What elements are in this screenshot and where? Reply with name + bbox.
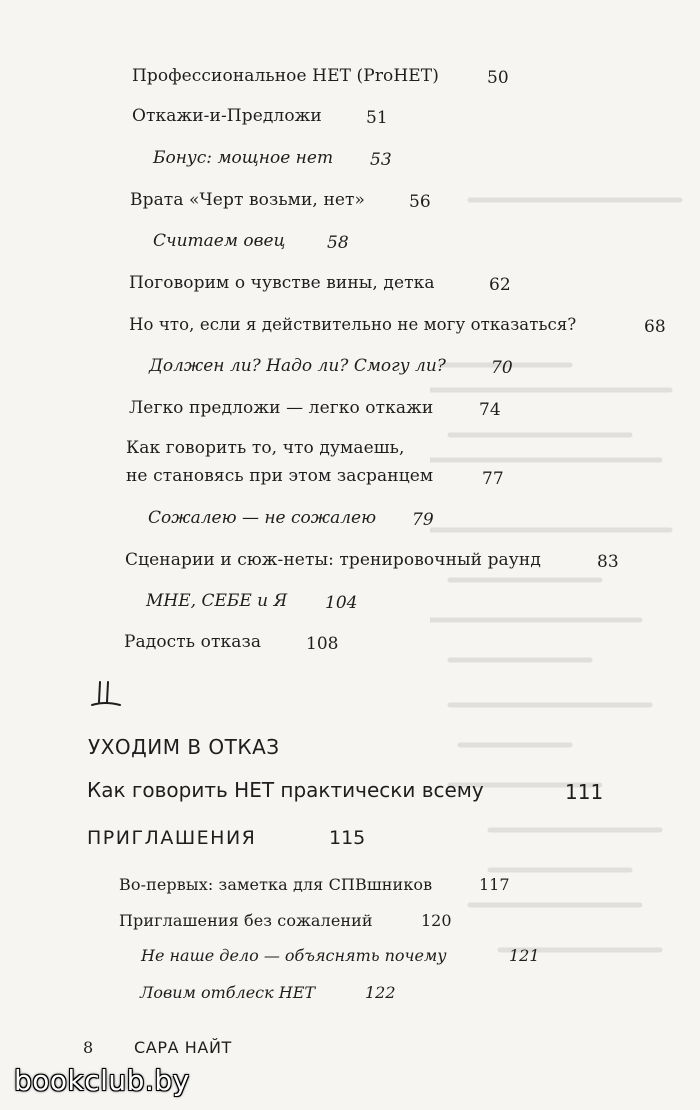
toc-entry-title: Радость отказа — [124, 632, 262, 652]
toc-entry-title: Профессиональное НЕТ (ProНЕТ) — [132, 66, 439, 86]
section-entry — [119, 911, 373, 930]
section-subentry — [141, 946, 447, 965]
section-entry-page: 122 — [365, 983, 396, 1002]
section-entry — [119, 875, 432, 894]
toc-entry-title: Сценарии и сюж-неты: тренировочный раунд — [125, 550, 541, 570]
section-entry-page: 120 — [421, 911, 452, 930]
part-title: УХОДИМ В ОТКАЗ — [88, 735, 280, 759]
toc-subentry — [148, 508, 376, 528]
toc-entry-page: 50 — [487, 68, 509, 88]
toc-subentry-title: Сожалею — не сожалею — [148, 508, 377, 528]
section-page: 115 — [329, 827, 366, 849]
section-title: ПРИГЛАШЕНИЯ — [87, 827, 257, 849]
toc-subentry-title: Бонус: мощное нет — [153, 148, 334, 168]
toc-entry-title-line2: не становясь при этом засранцем — [126, 466, 434, 486]
section-entry-page: 117 — [479, 875, 510, 894]
part-two-numeral-icon — [90, 680, 124, 710]
toc-entry — [130, 190, 365, 210]
toc-entry-page: 79 — [412, 510, 434, 530]
toc-entry-title: Легко предложи — легко откажи — [129, 398, 434, 418]
toc-entry-title: Откажи-и-Предложи — [132, 106, 322, 126]
toc-entry — [125, 550, 541, 570]
toc-entry — [132, 106, 322, 126]
toc-entry-title: Но что, если я действительно не могу отказаться? — [129, 315, 577, 334]
toc-entry-page: 83 — [597, 552, 619, 572]
section-entry-page: 121 — [509, 946, 540, 965]
toc-entry-page: 58 — [327, 233, 349, 253]
bleed-through-texture — [430, 160, 700, 1030]
toc-subentry — [146, 591, 287, 611]
toc-entry-page: 51 — [366, 108, 388, 128]
toc-entry-page: 68 — [644, 317, 666, 337]
section-subentry — [140, 983, 315, 1002]
page-number: 8 — [83, 1038, 94, 1057]
toc-entry — [124, 632, 261, 652]
toc-entry-title: Поговорим о чувстве вины, детка — [129, 273, 435, 293]
toc-entry — [126, 438, 405, 458]
watermark-logo: bookclub.by — [14, 1064, 190, 1097]
toc-entry-page: 108 — [306, 634, 339, 654]
toc-entry-page: 53 — [370, 150, 392, 170]
toc-entry-title-line1: Как говорить то, что думаешь, — [126, 438, 405, 458]
toc-entry-page: 56 — [409, 192, 431, 212]
toc-entry-page: 62 — [489, 275, 511, 295]
section-subentry-title: Не наше дело — объяснять почему — [141, 946, 447, 965]
toc-entry — [126, 466, 433, 486]
toc-entry-page: 70 — [491, 358, 513, 378]
part-subtitle: Как говорить НЕТ практически всему — [87, 778, 484, 802]
section-entry-title: Во-первых: заметка для СПВшников — [119, 875, 433, 894]
toc-subentry — [153, 231, 285, 251]
toc-entry-page: 104 — [325, 593, 358, 613]
toc-subentry-title: Считаем овец — [153, 231, 286, 251]
toc-entry-title: Врата «Черт возьми, нет» — [130, 190, 366, 210]
part-subtitle-page: 111 — [565, 780, 604, 804]
toc-subentry — [149, 356, 446, 376]
toc-subentry-title: Должен ли? Надо ли? Смогу ли? — [149, 356, 446, 376]
toc-entry — [129, 315, 576, 334]
running-footer-author: САРА НАЙТ — [134, 1038, 232, 1057]
section-entry-title: Приглашения без сожалений — [119, 911, 373, 930]
toc-entry — [129, 398, 433, 418]
section-subentry-title: Ловим отблеск НЕТ — [140, 983, 316, 1002]
toc-entry-page: 74 — [479, 400, 501, 420]
toc-entry — [129, 273, 435, 293]
toc-entry-page: 77 — [482, 469, 504, 489]
toc-subentry — [153, 148, 333, 168]
toc-subentry-title: МНЕ, СЕБЕ и Я — [146, 591, 288, 611]
toc-entry — [132, 66, 439, 86]
